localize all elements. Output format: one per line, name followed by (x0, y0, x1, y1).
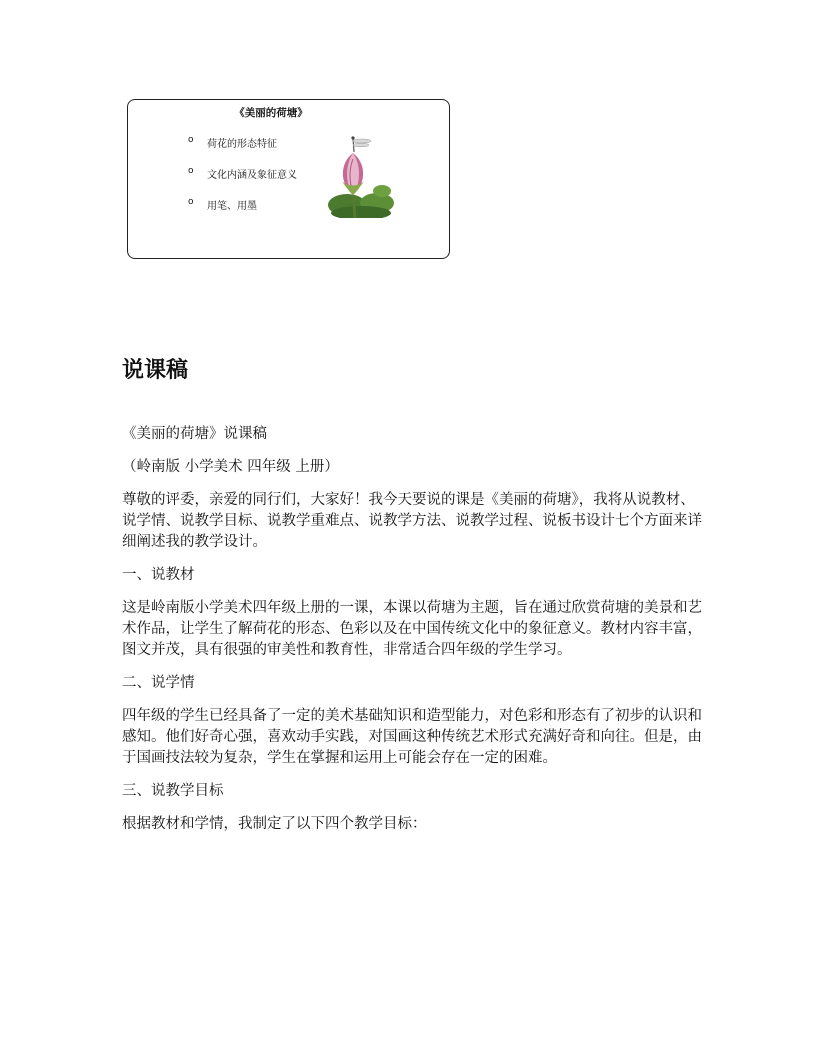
doc-subtitle: 《美丽的荷塘》说课稿 (122, 426, 267, 442)
section-heading: 三、说教学目标 (122, 783, 224, 799)
doc-paragraph: 根据教材和学情，我制定了以下四个教学目标： (122, 816, 427, 832)
slide-bullet (188, 135, 297, 166)
lotus-image (327, 133, 395, 218)
slide-bullet-text: 荷花的形态特征 (207, 139, 277, 150)
doc-paragraph: 这是岭南版小学美术四年级上册的一课，本课以荷塘为主题，旨在通过欣赏荷塘的美景和艺术作品，让学生了解荷花的形态、色彩以及在中国传统文化中的象征意义。教材内容丰富，图文并茂，具有很强的审美性和教育性，非常适合四年级的学生学习。 (122, 600, 702, 658)
doc-edition: （岭南版 小学美术 四年级 上册） (122, 459, 339, 475)
section-heading: 二、说学情 (122, 675, 195, 691)
slide-thumbnail (127, 99, 450, 259)
bullet-marker: o (188, 135, 194, 145)
document-body (122, 424, 702, 847)
slide-bullet (188, 166, 297, 197)
slide-bullet-text: 文化内涵及象征意义 (207, 170, 297, 181)
slide-bullet-list (188, 135, 297, 228)
page-heading: 说课稿 (122, 358, 189, 383)
bullet-marker: o (188, 166, 194, 176)
doc-paragraph: 四年级的学生已经具备了一定的美术基础知识和造型能力，对色彩和形态有了初步的认识和感知。他们好奇心强，喜欢动手实践，对国画这种传统艺术形式充满好奇和向往。但是，由于国画技法较为复杂，学生在掌握和运用上可能会存在一定的困难。 (122, 708, 702, 766)
doc-paragraph: 尊敬的评委，亲爱的同行们，大家好！我今天要说的课是《美丽的荷塘》，我将从说教材、说学情、说教学目标、说教学重难点、说教学方法、说教学过程、说板书设计七个方面来详细阐述我的教学设计。 (122, 492, 702, 550)
bullet-marker: o (188, 197, 194, 207)
slide-title: 《美丽的荷塘》 (234, 107, 308, 119)
slide-bullet-text: 用笔、用墨 (207, 201, 257, 212)
slide-bullet (188, 197, 297, 228)
section-heading: 一、说教材 (122, 567, 195, 583)
